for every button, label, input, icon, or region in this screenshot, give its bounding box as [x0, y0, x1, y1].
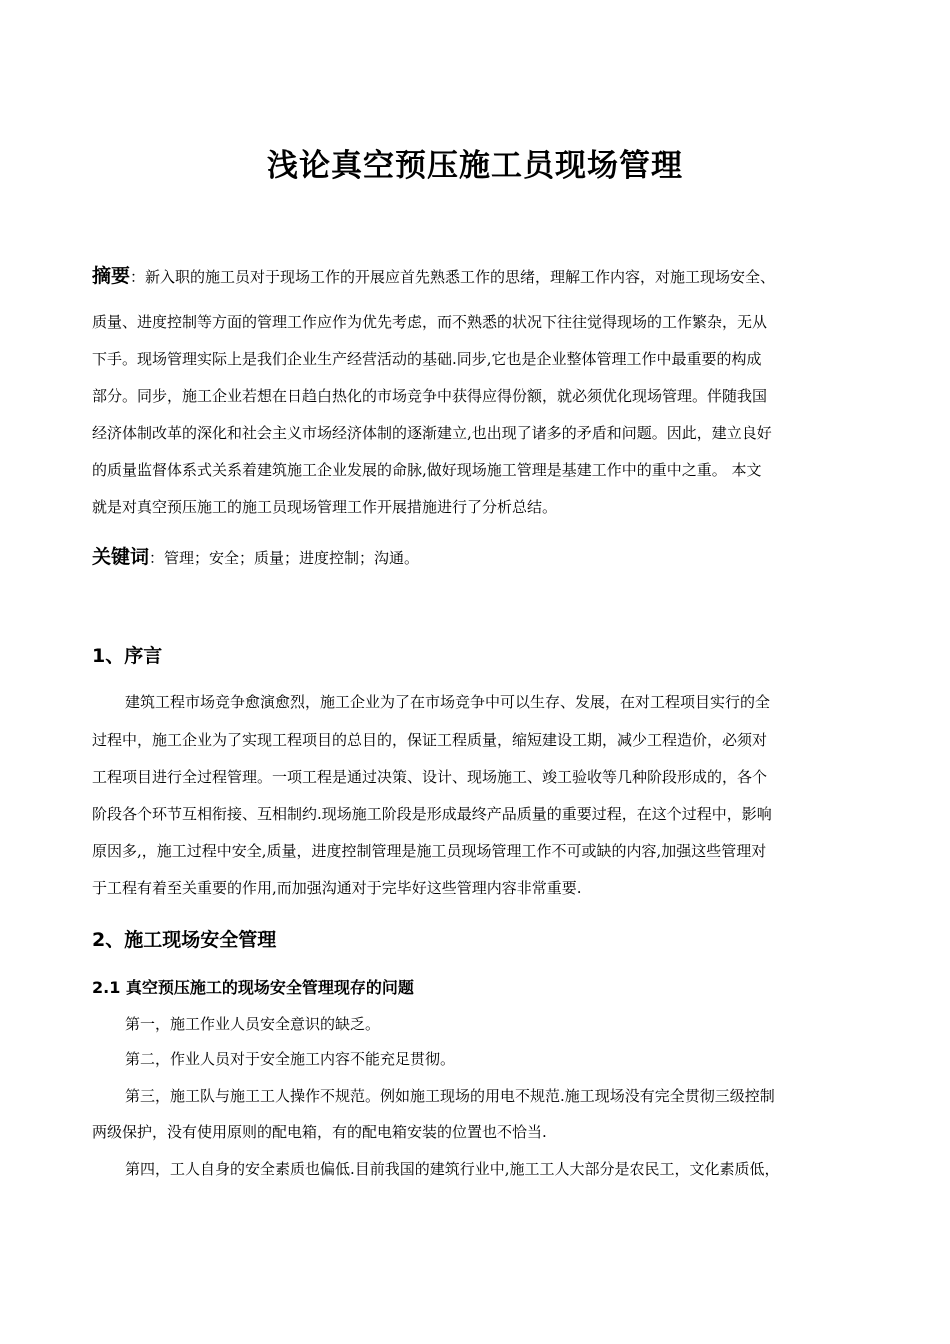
document-title: 浅论真空预压施工员现场管理: [267, 148, 683, 184]
abstract-line-6: 的质量监督体系式关系着建筑施工企业发展的命脉,做好现场施工管理是基建工作中的重中之重。 本文: [92, 461, 762, 479]
section-1-heading: 1、序言: [92, 645, 163, 667]
section-2-1-point-3-line-1: 第三，施工队与施工工人操作不规范。例如施工现场的用电不规范.施工现场没有完全贯彻三级控制: [125, 1087, 775, 1105]
keywords-colon: ：: [149, 549, 165, 567]
section-2-heading: 2、施工现场安全管理: [92, 929, 277, 951]
abstract-colon: ：: [130, 268, 146, 286]
abstract-line-5: 经济体制改革的深化和社会主义市场经济体制的逐渐建立,也出现了诸多的矛盾和问题。因此，建立良好: [92, 424, 772, 442]
abstract-text-1: 新入职的施工员对于现场工作的开展应首先熟悉工作的思绪，理解工作内容，对施工现场安全、: [145, 268, 776, 286]
section-1-line-2: 过程中，施工企业为了实现工程项目的总目的，保证工程质量，缩短建设工期，减少工程造价，必须对: [92, 731, 768, 749]
abstract-line-3: 下手。现场管理实际上是我们企业生产经营活动的基础.同步,它也是企业整体管理工作中最重要的构成: [92, 350, 762, 368]
abstract-line-1: [92, 261, 867, 288]
section-2-1-point-2: 第二，作业人员对于安全施工内容不能充足贯彻。: [125, 1050, 456, 1068]
keywords-text: 管理；安全；质量；进度控制；沟通。: [164, 549, 420, 567]
section-2-1-point-1: 第一，施工作业人员安全意识的缺乏。: [125, 1015, 381, 1033]
abstract-line-4: 部分。同步，施工企业若想在日趋白热化的市场竞争中获得应得份额，就必须优化现场管理。伴随我国: [92, 387, 768, 405]
keywords-label: 关键词: [92, 546, 150, 568]
abstract-label: 摘要: [92, 265, 131, 287]
abstract-line-7: 就是对真空预压施工的施工员现场管理工作开展措施进行了分析总结。: [92, 498, 558, 516]
section-1-line-4: 阶段各个环节互相衔接、互相制约.现场施工阶段是形成最终产品质量的重要过程，在这个过程中，影响: [92, 805, 772, 823]
abstract-line-2: 质量、进度控制等方面的管理工作应作为优先考虑，而不熟悉的状况下往往觉得现场的工作繁杂，无从: [92, 313, 768, 331]
section-1-line-3: 工程项目进行全过程管理。一项工程是通过决策、设计、现场施工、竣工验收等几种阶段形成的，各个: [92, 768, 768, 786]
keywords-line: [92, 542, 867, 569]
section-2-1-heading: 2.1 真空预压施工的现场安全管理现存的问题: [92, 978, 414, 997]
section-1-line-1: 建筑工程市场竞争愈演愈烈，施工企业为了在市场竞争中可以生存、发展，在对工程项目实行的全: [125, 693, 771, 711]
section-2-1-point-4: 第四，工人自身的安全素质也偏低.目前我国的建筑行业中,施工工人大部分是农民工，文化素质低，: [125, 1160, 780, 1178]
section-1-line-5: 原因多,，施工过程中安全,质量，进度控制管理是施工员现场管理工作不可或缺的内容,加强这些管理对: [92, 842, 767, 860]
section-2-1-point-3-line-2: 两级保护，没有使用原则的配电箱，有的配电箱安装的位置也不恰当.: [92, 1123, 547, 1141]
section-1-line-6: 于工程有着至关重要的作用,而加强沟通对于完毕好这些管理内容非常重要.: [92, 879, 582, 897]
